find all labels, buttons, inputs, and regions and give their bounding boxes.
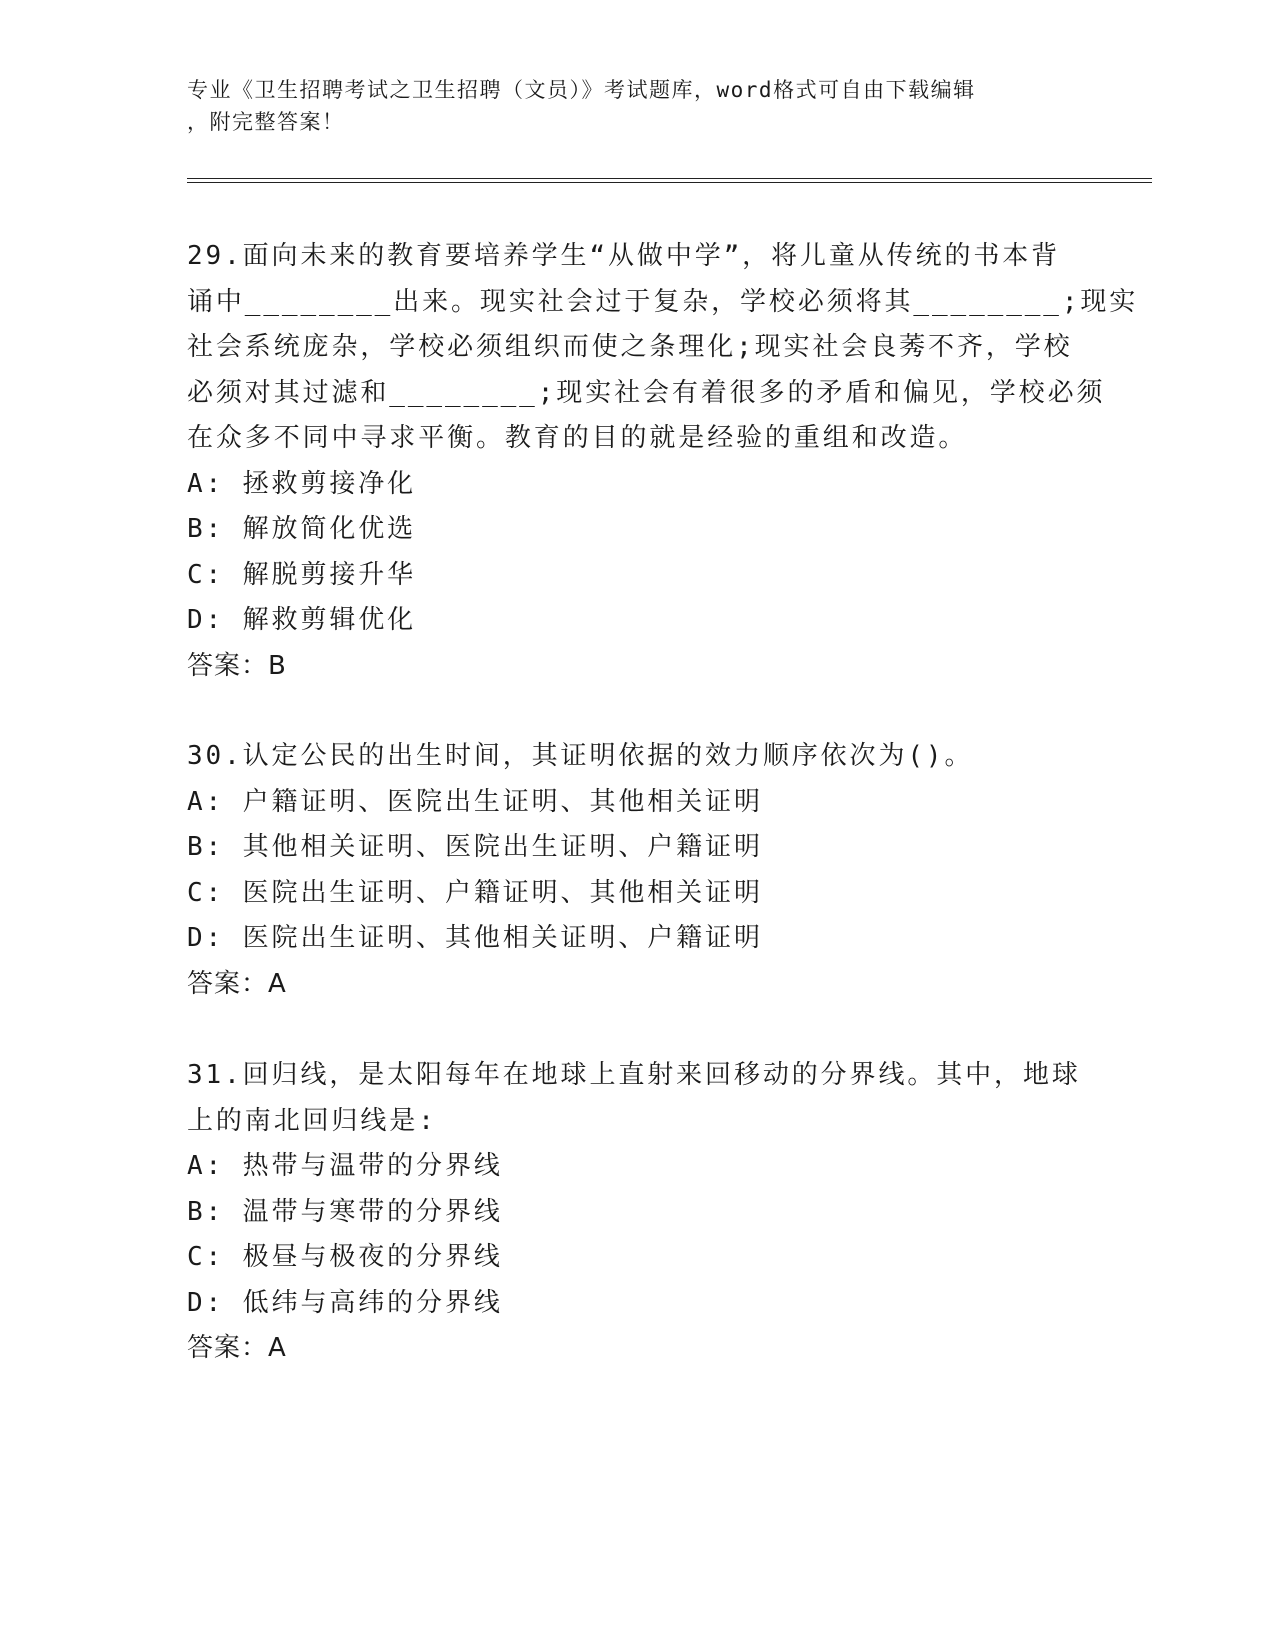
answer-label: 答案：A bbox=[187, 968, 287, 999]
question-30 bbox=[187, 734, 1067, 1007]
question-text-line: 必须对其过滤和________;现实社会有着很多的矛盾和偏见，学校必须 bbox=[187, 377, 1106, 408]
question-text-line: 29.面向未来的教育要培养学生“从做中学”，将儿童从传统的书本背 bbox=[187, 241, 1061, 271]
option-c: C: 极昼与极夜的分界线 bbox=[187, 1242, 503, 1272]
question-31 bbox=[187, 1053, 1081, 1372]
question-text-line: 社会系统庞杂，学校必须组织而使之条理化;现实社会良莠不齐，学校 bbox=[187, 332, 1073, 362]
answer-label: 答案：B bbox=[187, 650, 287, 681]
option-b: B: 解放简化优选 bbox=[187, 514, 417, 544]
document-header bbox=[187, 74, 1087, 138]
question-text-line: 上的南北回归线是: bbox=[187, 1105, 437, 1136]
option-a: A: 热带与温带的分界线 bbox=[187, 1151, 503, 1181]
option-a: A: 拯救剪接净化 bbox=[187, 468, 417, 499]
question-29 bbox=[187, 234, 1139, 689]
header-divider bbox=[187, 178, 1152, 183]
option-c: C: 医院出生证明、户籍证明、其他相关证明 bbox=[187, 877, 763, 908]
option-c: C: 解脱剪接升华 bbox=[187, 559, 417, 590]
option-b: B: 其他相关证明、医院出生证明、户籍证明 bbox=[187, 832, 763, 862]
question-text-line: 31.回归线，是太阳每年在地球上直射来回移动的分界线。其中，地球 bbox=[187, 1060, 1081, 1090]
option-a: A: 户籍证明、医院出生证明、其他相关证明 bbox=[187, 786, 763, 817]
answer-label: 答案：A bbox=[187, 1333, 287, 1363]
header-title-line-2: ，附完整答案！ bbox=[187, 110, 345, 134]
question-text-line: 诵中________出来。现实社会过于复杂，学校必须将其________;现实 bbox=[187, 286, 1139, 317]
option-b: B: 温带与寒带的分界线 bbox=[187, 1196, 503, 1227]
header-title-line-1: 专业《卫生招聘考试之卫生招聘（文员）》考试题库，word格式可自由下载编辑 bbox=[187, 78, 976, 102]
option-d: D: 低纬与高纬的分界线 bbox=[187, 1287, 503, 1318]
option-d: D: 医院出生证明、其他相关证明、户籍证明 bbox=[187, 923, 763, 953]
question-text-line: 在众多不同中寻求平衡。教育的目的就是经验的重组和改造。 bbox=[187, 423, 968, 453]
question-text-line: 30.认定公民的出生时间，其证明依据的效力顺序依次为()。 bbox=[187, 741, 974, 771]
option-d: D: 解救剪辑优化 bbox=[187, 605, 417, 635]
